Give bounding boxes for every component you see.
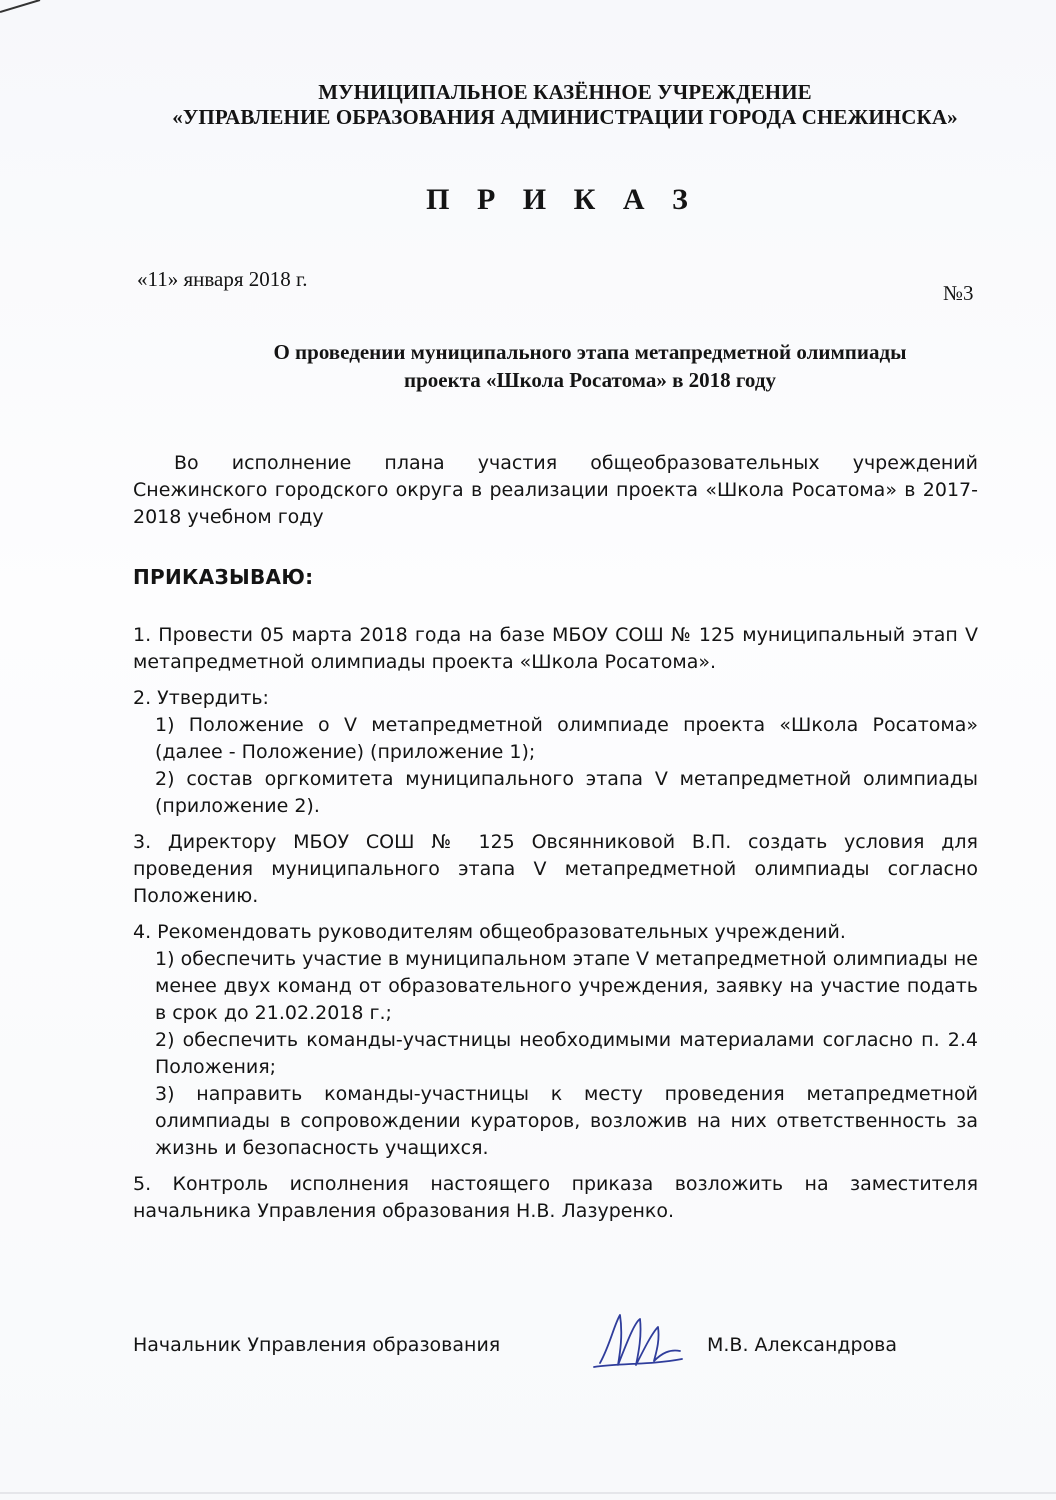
document-type-title: П Р И К А З	[426, 183, 698, 216]
scan-corner-mark-icon	[0, 0, 50, 20]
subject-line-2: проекта «Школа Росатома» в 2018 году	[404, 368, 776, 392]
preamble-paragraph: Во исполнение плана участия общеобразовательных учреждений Снежинского городского округа в реализации проекта «Школа Росатома» в 2017-2018 учебном году	[133, 452, 978, 528]
order-item-1-text: 1. Провести 05 марта 2018 года на базе МБОУ СОШ № 125 муниципальный этап V метапредметной олимпиады проекта «Школа Росатома».	[133, 624, 978, 673]
organization-line-1: МУНИЦИПАЛЬНОЕ КАЗЁННОЕ УЧРЕЖДЕНИЕ	[318, 80, 812, 104]
order-item-4-sub-3: 3) направить команды-участницы к месту проведения метапредметной олимпиады в сопровождении кураторов, возложив на них ответственность за жизнь и безопасность учащихся.	[155, 1083, 978, 1159]
order-item-2-sub-2: 2) состав оргкомитета муниципального этапа V метапредметной олимпиады (приложение 2).	[155, 768, 978, 817]
subject-line-1: О проведении муниципального этапа метапредметной олимпиады	[273, 340, 907, 364]
order-item-4-sub-2: 2) обеспечить команды-участницы необходимыми материалами согласно п. 2.4 Положения;	[155, 1029, 978, 1078]
order-subject	[120, 338, 1056, 394]
order-item-4-text: 4. Рекомендовать руководителям общеобразовательных учреждений.	[133, 921, 846, 943]
order-item-4-sub-1: 1) обеспечить участие в муниципальном этапе V метапредметной олимпиады не менее двух команд от образовательного учреждения, заявку на участие подать в срок до 21.02.2018 г.;	[155, 948, 978, 1024]
organization-line-2: «УПРАВЛЕНИЕ ОБРАЗОВАНИЯ АДМИНИСТРАЦИИ ГОРОДА СНЕЖИНСКА»	[172, 105, 958, 129]
order-item-4	[133, 919, 978, 1162]
order-item-2-text: 2. Утвердить:	[133, 687, 269, 709]
order-number: №3	[943, 281, 974, 305]
organization-header	[0, 80, 1056, 130]
order-item-5-text: 5. Контроль исполнения настоящего приказа возложить на заместителя начальника Управления образования Н.В. Лазуренко.	[133, 1173, 978, 1222]
order-item-5	[133, 1171, 978, 1225]
order-item-1	[133, 622, 978, 676]
order-items-list	[133, 622, 978, 1225]
order-item-2-sub-1: 1) Положение о V метапредметной олимпиаде проекта «Школа Росатома» (далее - Положение) (приложение 1);	[155, 714, 978, 763]
order-date: «11» января 2018 г.	[137, 267, 308, 291]
handwritten-signature	[590, 1305, 685, 1375]
order-item-3	[133, 829, 978, 910]
scan-bottom-edge	[0, 1492, 1056, 1494]
decree-heading: ПРИКАЗЫВАЮ:	[133, 565, 314, 589]
signatory-name: М.В. Александрова	[707, 1334, 898, 1356]
order-item-2	[133, 685, 978, 820]
signatory-position: Начальник Управления образования	[133, 1334, 501, 1356]
order-item-3-text: 3. Директору МБОУ СОШ № 125 Овсянниковой В.П. создать условия для проведения муниципального этапа V метапредметной олимпиады согласно Положению.	[133, 831, 978, 907]
